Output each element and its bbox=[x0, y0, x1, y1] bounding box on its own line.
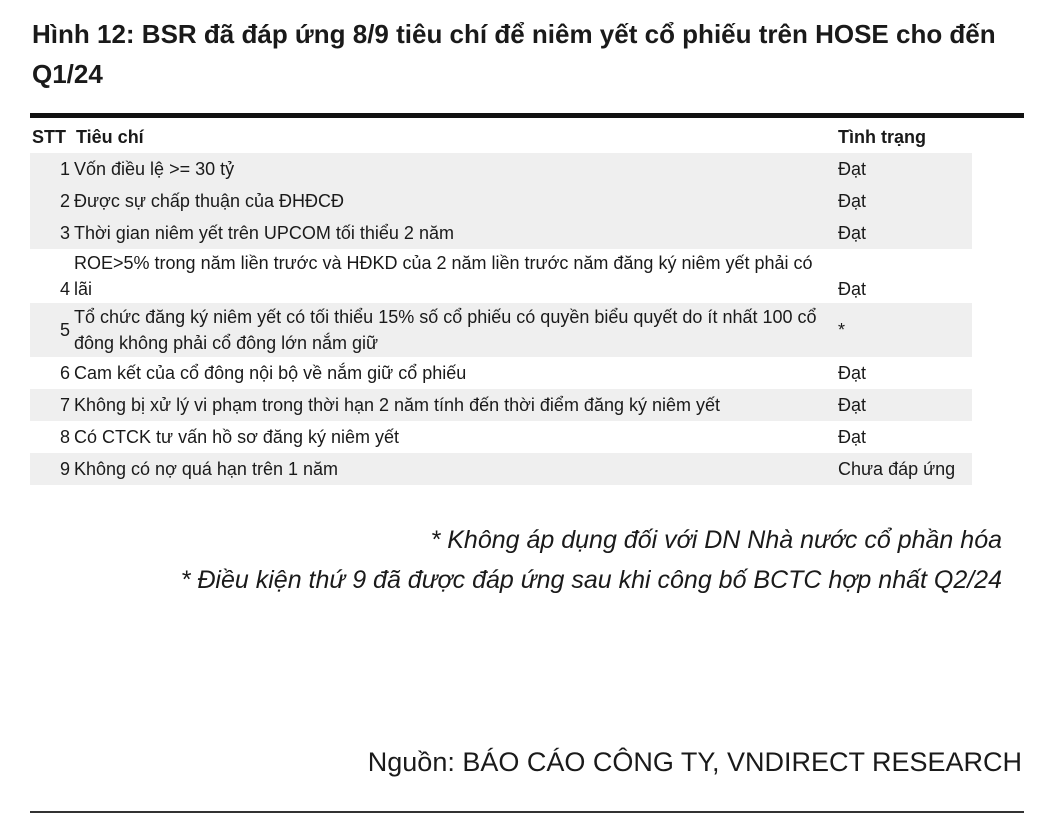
row-stt: 6 bbox=[59, 363, 70, 383]
row-status: Đạt bbox=[838, 363, 867, 383]
table-row bbox=[30, 421, 972, 453]
footnote-line: * Điều kiện thứ 9 đã được đáp ứng sau khi công bố BCTC hợp nhất Q2/24 bbox=[180, 566, 1002, 594]
row-criterion: Cam kết của cổ đông nội bộ về nắm giữ cổ phiếu bbox=[74, 363, 467, 383]
row-stt: 8 bbox=[59, 427, 70, 447]
header-stt: STT bbox=[32, 126, 66, 147]
row-criterion: ROE>5% trong năm liền trước và HĐKD của 2 năm liền trước năm đăng ký niêm yết phải có lãi bbox=[74, 253, 813, 299]
row-criterion: Có CTCK tư vấn hồ sơ đăng ký niêm yết bbox=[74, 427, 399, 447]
row-stt: 1 bbox=[30, 153, 74, 185]
row-stt: 2 bbox=[30, 185, 74, 217]
table-row bbox=[30, 153, 972, 185]
row-criterion: Không bị xử lý vi phạm trong thời hạn 2 năm tính đến thời điểm đăng ký niêm yết bbox=[74, 389, 836, 421]
row-status: Chưa đáp ứng bbox=[836, 453, 972, 485]
row-criterion: Thời gian niêm yết trên UPCOM tối thiểu 2 năm bbox=[74, 217, 836, 249]
footnotes bbox=[22, 520, 1002, 600]
row-criterion: Tổ chức đăng ký niêm yết có tối thiểu 15% số cổ phiếu có quyền biểu quyết do ít nhất 100 cổ đông không phải cổ đông lớn nắm giữ bbox=[74, 303, 836, 357]
table-row bbox=[30, 249, 972, 303]
source-line bbox=[42, 740, 1022, 784]
row-criterion: Không có nợ quá hạn trên 1 năm bbox=[74, 453, 836, 485]
row-status: Đạt bbox=[836, 389, 972, 421]
top-divider bbox=[30, 113, 1024, 118]
row-status: Đạt bbox=[836, 153, 972, 185]
source-text: BÁO CÁO CÔNG TY, VNDIRECT RESEARCH bbox=[462, 747, 1022, 777]
row-status: * bbox=[836, 303, 972, 357]
row-status: Đạt bbox=[838, 279, 867, 299]
bottom-divider bbox=[30, 811, 1024, 813]
figure-title: Hình 12: BSR đã đáp ứng 8/9 tiêu chí để niêm yết cổ phiếu trên HOSE cho đến Q1/24 bbox=[32, 19, 996, 89]
header-status: Tình trạng bbox=[838, 126, 926, 147]
row-stt: 3 bbox=[30, 217, 74, 249]
table-row bbox=[30, 453, 972, 485]
row-stt: 4 bbox=[59, 279, 70, 299]
footnote-line: * Không áp dụng đối với DN Nhà nước cổ phần hóa bbox=[430, 526, 1002, 554]
row-status: Đạt bbox=[836, 185, 972, 217]
row-status: Đạt bbox=[836, 217, 972, 249]
table-row bbox=[30, 185, 972, 217]
table-row bbox=[30, 303, 972, 357]
table-row bbox=[30, 217, 972, 249]
table-row bbox=[30, 357, 972, 389]
row-stt: 9 bbox=[30, 453, 74, 485]
row-stt: 5 bbox=[30, 303, 74, 357]
header-criterion: Tiêu chí bbox=[76, 126, 144, 147]
criteria-table bbox=[30, 121, 972, 485]
row-criterion: Được sự chấp thuận của ĐHĐCĐ bbox=[74, 185, 836, 217]
table-row bbox=[30, 389, 972, 421]
row-status: Đạt bbox=[838, 427, 867, 447]
row-stt: 7 bbox=[30, 389, 74, 421]
row-criterion: Vốn điều lệ >= 30 tỷ bbox=[74, 153, 836, 185]
table-header-row bbox=[30, 121, 972, 153]
source-label: Nguồn: bbox=[367, 747, 455, 777]
